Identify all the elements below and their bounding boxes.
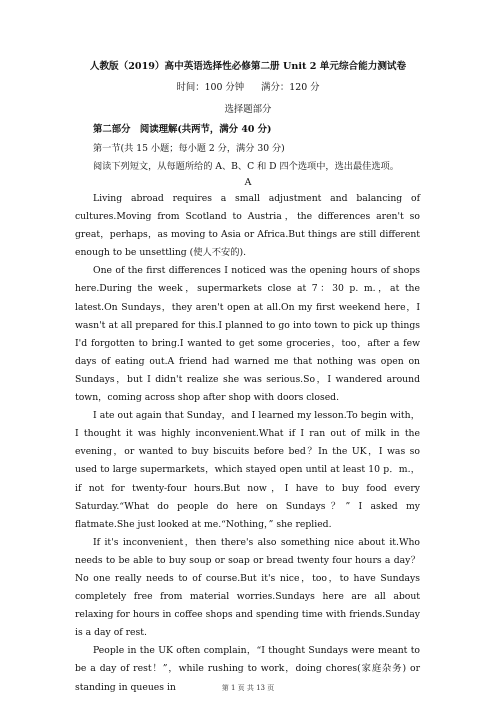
passage-label: A — [244, 177, 252, 188]
page-footer: 第 1 页 共 13 页 — [221, 684, 275, 692]
paragraph: If it's inconvenient，then there's also something nice about it.Who needs to be able to buy soup or soap or bread twenty four hours a day？No one really needs to of course.But it's nice，too，to have Sundays completely free from material worries.Sundays here are all about relaxing for hours in coffee shops and spending time with friends.Sunday is a day of rest. — [75, 536, 420, 639]
paragraph: I ate out again that Sunday，and I learned my lesson.To begin with，I thought it was highly inconvenient.What if I ran out of milk in the evening，or wanted to buy biscuits before bed？In the UK，I was so used to large supermarkets，which stayed open until at least 10 p．m.，if not for twenty-four hours.But now，I have to buy food every Saturday.“What do people do here on Sundays？” I asked my flatmate.She just looked at me.“Nothing，” she replied. — [75, 410, 420, 530]
part-heading: 第二部分 阅读理解(共两节，满分 40 分) — [93, 124, 272, 135]
instruction-text: 阅读下列短文，从每题所给的 A、B、C 和 D 四个选项中，选出最佳选项。 — [93, 161, 399, 172]
document-title: 人教版（2019）高中英语选择性必修第二册 Unit 2 单元综合能力测试卷 — [89, 61, 407, 72]
paragraph: One of the first differences I noticed was the opening hours of shops here.During the week，supermarkets close at 7：30 p. m.，at the latest.On Sundays，they aren't open at all.On my first weekend here，I wasn't at all prepared for this.I planned to go into town to pick up things I'd forgotten to bring.I wanted to get some groceries，too，after a few days of eating out.A friend had warned me that nothing was open on Sundays，but I didn't realize she was serious.So，I wandered around town，coming across shop after shop with doors closed. — [75, 265, 420, 404]
paragraph: Living abroad requires a small adjustment and balancing of cultures.Moving from Scotland to Austria，the differences aren't so great，perhaps，as moving to Asia or Africa.But things are still different enough to be unsettling (使人不安的). — [75, 193, 420, 259]
passage-body — [75, 190, 420, 697]
exam-score: 满分：120 分 — [261, 82, 320, 93]
exam-time: 时间：100 分钟 — [176, 82, 245, 93]
section-heading: 第一节(共 15 小题；每小题 2 分，满分 30 分) — [93, 143, 285, 154]
exam-meta — [0, 79, 496, 93]
choice-part-heading: 选择题部分 — [224, 104, 272, 115]
paragraph: People in the UK often complain，“I thought Sundays were meant to be a day of rest！”，while rushing to work，doing chores(家庭杂务) or standing in queues in — [75, 645, 420, 693]
